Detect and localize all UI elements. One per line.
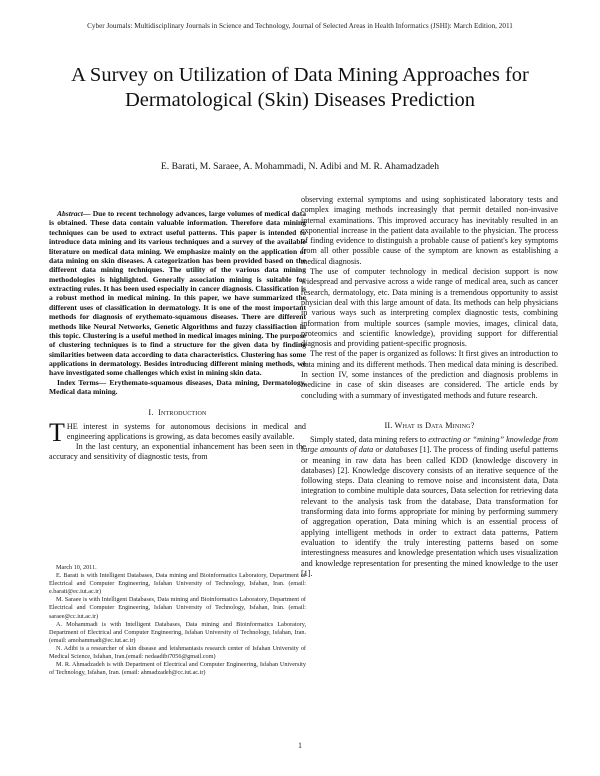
left-column bbox=[49, 209, 306, 463]
data-mining-paragraph bbox=[301, 435, 558, 579]
intro-paragraph-5: The rest of the paper is organized as follows: It first gives an introduction to data mining and its different methods. Then medical data mining is described. In section IV, some instances of the prediction and diagnosis problems in medicine in case of skin diseases are considered. The article ends by concluding with a summary of investigated methods and future research. bbox=[301, 349, 558, 400]
footnote-author: M. Saraee is with Intelligent Databases, Data mining and Bioinformatics Laboratory, Department of Electrical and Computer Engineering, Isfahan University of Technology, Isfahan, Iran. (email: saraee@cc.iut.ac.ir) bbox=[49, 596, 306, 620]
section-title: Introduction bbox=[158, 407, 207, 417]
author-list: E. Barati, M. Saraee, A. Mohammadi, N. Adibi and M. R. Ahamadzadeh bbox=[160, 161, 440, 172]
running-header: Cyber Journals: Multidisciplinary Journals in Science and Technology, Journal of Selected Areas in Health Informatics (JSHI): March Edition, 2011 bbox=[87, 22, 513, 30]
intro-paragraph-1-text: HE interest in systems for autonomous decisions in medical and engineering applications is growing, as data becomes easily available. bbox=[66, 421, 306, 441]
author-footnotes bbox=[49, 564, 306, 677]
data-mining-text-a: Simply stated, data mining refers to bbox=[310, 434, 429, 444]
page-number: 1 bbox=[298, 741, 302, 750]
section-number: I. bbox=[148, 407, 154, 417]
section-heading-data-mining bbox=[301, 421, 558, 430]
abstract-lead: Abstract bbox=[57, 209, 83, 218]
intro-paragraph-2: In the last century, an exponential inhancement has been seen in the accuracy and sensitivity of diagnostic tests, from bbox=[49, 442, 306, 462]
footnote-author: M. R. Ahmadzadeh is with Department of Electrical and Computer Engineering, Isfahan University of Technology, Isfahan, Iran. (email: ahmadzadeh@cc.iut.ac.ir) bbox=[49, 661, 306, 677]
index-terms: Index Terms— Erythemato-squamous diseases, Data mining, Dermatology, Medical data mining. bbox=[49, 377, 306, 397]
paper-title: A Survey on Utilization of Data Mining Approaches for Dermatological (Skin) Diseases Prediction bbox=[71, 64, 529, 111]
intro-paragraph-4: The use of computer technology in medical decision support is now widespread and pervasive across a wide range of medical area, such as cancer research, dermatology, etc. Data mining is a tremendous opportunity to assist physician deal with this large amount of data. Its methods can help physicians in various ways such as interpreting complex diagnostic tests, combining information from multiple sources (sample movies, images, clinical data, proteomics and scientific knowledge), providing support for differential diagnosis and providing patient-specific prognosis. bbox=[301, 267, 558, 349]
footnote-author: A. Mohammadi is with Intelligent Databases, Data mining and Bioinformatics Laboratory, Department of Electrical and Computer Engineering, Isfahan University of Technology, Isfahan, Iran. (email: amohammadi@ec.iut.ac.ir) bbox=[49, 620, 306, 644]
section-heading-introduction bbox=[49, 408, 306, 417]
footnote-date: March 10, 2011. bbox=[56, 564, 97, 571]
footnote-author: E. Barati is with Intelligent Databases, Data mining and Bioinformatics Laboratory, Department of Electrical and Computer Engineering, Isfahan University of Technology, Isfahan, Iran. (email: e.barati@ec.iut.ac.ir) bbox=[49, 572, 306, 596]
intro-paragraph-3: observing external symptoms and using sophisticated laboratory tests and complex imaging methods increasingly that permit detailed non-invasive internal examinations. This improved accuracy has inevitably resulted in an exponential increase in the patient data available to the physician. The process of finding evidence to distinguish a probable cause of patient's key symptoms from all other possible cause of the symptom are known as establishing a medical diagnosis. bbox=[301, 195, 558, 266]
data-mining-text-b: [1]. The process of finding useful patterns or meaning in raw data has been called KDD (knowledge discovery in databases) [2]. Knowledge discovery consists of an iterative sequence of the following steps. Data cleaning to remove noise and inconsistent data, Data integration to combine multiple data sources, Data selection for retrieving data relevant to the analysis task from the database, Data transformation for transforming data into forms appropriate for mining by performing summery of aggregation operation, Data mining which is an essential process of applying intelligent methods in order to extract data patterns, Pattern evaluation to identify the truly interesting patterns based on some interestingness measures and knowledge presentation which uses visualization and knowledge representation for presenting the mined knowledge to the user [1]. bbox=[301, 445, 559, 578]
drop-cap: T bbox=[49, 417, 65, 447]
abstract-text: — Due to recent technology advances, large volumes of medical data is obtained. These data contain valuable information. Therefore data mining techniques can be used to extract useful patterns. This paper is intended to introduce data mining and its various techniques and a survey of the available literature on medical data mining. We emphasize mainly on the application of data mining on skin diseases. A categorization has been provided based on the different data mining techniques. The utility of the various data mining methodologies is highlighted. Generally association mining is suitable for extracting rules. It has been used especially in cancer diagnosis. Classification is a robust method in medical mining. In this paper, we have summarized the different uses of classification in dermatology. It is one of the most important methods for diagnosis of erythemato-squamous diseases. There are different methods like Neural Networks, Genetic Algorithms and fuzzy classifiaction in this topic. Clustering is a useful method in medical images mining. The purpose of clustering techniques is to find a structure for the given data by finding similarities between data according to data characteristics. Clustering has some applications in dermatology. Besides introducing different mining methods, we have investigated some challenges which exist in mining skin data. bbox=[49, 209, 306, 378]
footnote-author: N. Adibi is a researcher of skin disease and leishmaniasis research center of Isfahan University of Medical Science, Isfahan, Iran.(email: nedaadibi7056@gmail.com) bbox=[49, 644, 306, 661]
data-mining-definition: extracting or “mining” knowledge from large amounts of data or databases bbox=[301, 434, 558, 455]
right-column bbox=[301, 195, 558, 579]
abstract bbox=[49, 209, 306, 378]
section-title: II. What is Data Mining? bbox=[384, 420, 475, 430]
intro-paragraph-1 bbox=[49, 417, 306, 447]
